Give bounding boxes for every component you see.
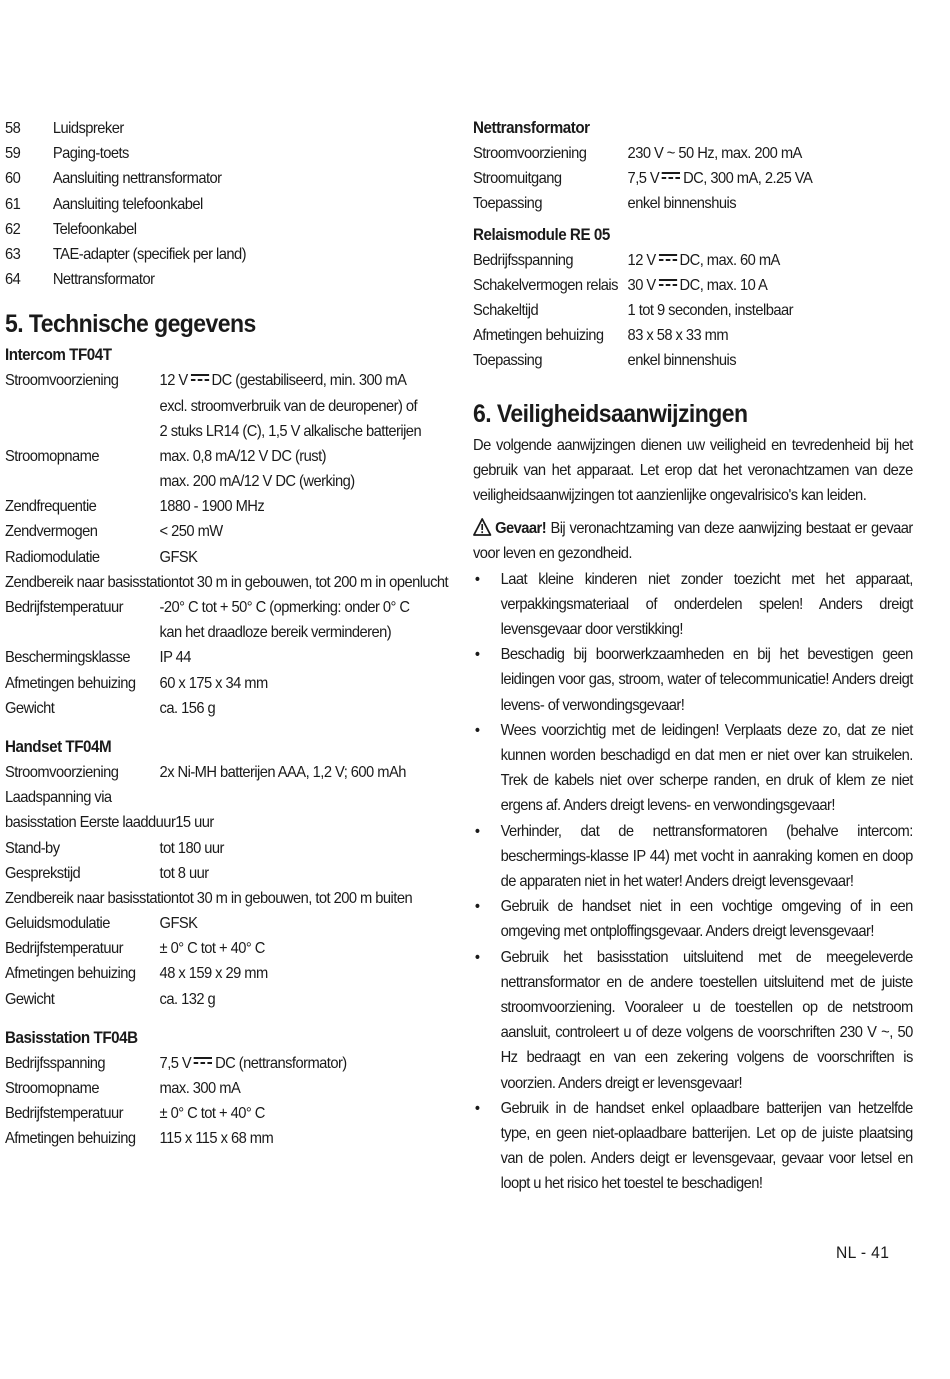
spec-value: 230 V ~ 50 Hz, max. 200 mA bbox=[627, 145, 802, 162]
spec-key: Stroomvoorziening bbox=[5, 372, 119, 390]
spec-key: Stroomvoorziening bbox=[5, 763, 119, 781]
safety-bullet-item bbox=[473, 567, 913, 643]
parts-list-item bbox=[5, 242, 414, 267]
spec-value: GFSK bbox=[159, 548, 198, 566]
spec-key: Stroomvoorziening bbox=[473, 145, 587, 162]
parts-list-label: Paging-toets bbox=[52, 145, 129, 163]
spec-value bbox=[160, 785, 415, 810]
spec-key: Laadspanning via bbox=[5, 789, 112, 807]
bullet-text: Beschadig bij boorwerkzaamheden en bij het bevestigen geen leidingen voor gas, stroom, water of telecommunicatie! Anders dreigt levens- of verwondingsgevaar! bbox=[500, 646, 913, 714]
dc-symbol-icon bbox=[658, 278, 676, 288]
spec-row bbox=[5, 444, 414, 469]
page-number: NL - 41 bbox=[836, 1243, 890, 1262]
spec-key: Toepassing bbox=[473, 352, 542, 370]
spec-value: ± 0° C tot + 40° C bbox=[159, 940, 265, 958]
intercom-spec-table bbox=[5, 368, 450, 721]
safety-bullet-item bbox=[473, 718, 913, 819]
parts-list-item bbox=[5, 267, 414, 292]
spec-value: max. 0,8 mA/12 V DC (rust) bbox=[159, 447, 326, 465]
spec-value: 7,5 V DC, 300 mA, 2.25 VA bbox=[627, 170, 813, 188]
bullet-text: Gebruik in de handset enkel oplaadbare batterijen van hetzelfde type, en geen niet-oplaadbare batterijen. Let op de juiste plaatsing van de polen. Anders deigt er levensgevaar, gevaar voor letsel en loopt u het risico het toestel te beschadigen! bbox=[500, 1099, 913, 1193]
parts-list-label: Nettransformator bbox=[52, 271, 155, 289]
safety-intro: De volgende aanwijzingen dienen uw veiligheid en tevredenheid bij het gebruik van het apparaat. Let erop dat het veronachtzamen van deze veiligheidsaanwijzingen tot aanzienlijke ongevalrisico's kan leiden. bbox=[473, 436, 913, 504]
spec-row bbox=[5, 469, 414, 494]
spec-row bbox=[5, 394, 418, 419]
spec-row bbox=[5, 1101, 414, 1126]
spec-row bbox=[473, 166, 878, 191]
spec-key bbox=[5, 419, 160, 444]
bullet-dot-icon: • bbox=[474, 1099, 480, 1117]
parts-list-label: Aansluiting nettransformator bbox=[52, 170, 222, 188]
spec-value: enkel binnenshuis bbox=[627, 352, 737, 370]
bullet-text: Wees voorzichtig met de leidingen! Verplaats deze zo, dat ze niet kunnen worden beschadigd en dat men er niet over kan struikelen. Trek de kabels niet over scherpe randen, en druk of klem ze niet ergens af. Anders dreigt levens- en verwondingsgevaar! bbox=[500, 721, 913, 815]
spec-row bbox=[5, 810, 414, 835]
dc-symbol-icon bbox=[658, 253, 676, 263]
spec-row bbox=[5, 519, 414, 544]
spec-value: excl. stroomverbruik van de deuropener) of bbox=[159, 397, 418, 415]
spec-row bbox=[5, 936, 414, 961]
parts-list-item bbox=[5, 116, 414, 141]
bullet-text: Verhinder, dat de nettransformatoren (behalve intercom: beschermings-klasse IP 44) met vocht in aanraking komen en doop de apparaten niet in het water! Anders dreigt levensgevaar! bbox=[500, 822, 913, 890]
spec-row bbox=[473, 191, 878, 216]
spec-value: 7,5 V DC (nettransformator) bbox=[159, 1054, 347, 1072]
spec-key: Geluidsmodulatie bbox=[5, 915, 110, 933]
spec-value: GFSK bbox=[159, 915, 198, 933]
spec-value: ca. 156 g bbox=[159, 699, 216, 717]
safety-bullet-item bbox=[473, 1096, 913, 1197]
danger-text: Bij veronachtzaming van deze aanwijzing bestaat er gevaar voor leven en gezondheid. bbox=[473, 520, 913, 563]
parts-list-item bbox=[5, 192, 414, 217]
spec-row bbox=[5, 1126, 414, 1151]
spec-row bbox=[473, 141, 878, 166]
spec-value: IP 44 bbox=[159, 649, 191, 667]
safety-bullet-item bbox=[473, 945, 913, 1096]
parts-list-number: 59 bbox=[5, 145, 21, 163]
spec-key: Stroomopname bbox=[5, 1080, 100, 1097]
dc-symbol-icon bbox=[190, 373, 208, 383]
spec-row bbox=[5, 419, 422, 444]
spec-value: 1 tot 9 seconden, instelbaar bbox=[627, 301, 793, 319]
spec-row bbox=[473, 348, 878, 373]
spec-key bbox=[5, 394, 160, 419]
spec-value: ± 0° C tot + 40° C bbox=[159, 1105, 265, 1123]
spec-key: Zendfrequentie bbox=[5, 498, 97, 516]
parts-list-number: 58 bbox=[5, 120, 21, 137]
spec-row bbox=[5, 1076, 414, 1101]
spec-key: Zendbereik naar basisstation bbox=[5, 889, 179, 907]
spec-row bbox=[473, 248, 878, 273]
spec-key bbox=[5, 620, 160, 645]
spec-key: Afmetingen behuizing bbox=[5, 674, 136, 692]
relais-spec-table bbox=[473, 248, 913, 374]
bullet-text: Gebruik de handset niet in een vochtige omgeving of in een omgeving met ontploffingsgevaar. Anders dreigt levensgevaar! bbox=[500, 898, 913, 941]
spec-value: max. 300 mA bbox=[159, 1080, 241, 1097]
spec-row bbox=[5, 645, 414, 670]
spec-row bbox=[5, 961, 414, 986]
nettransformator-title: Nettransformator bbox=[473, 119, 590, 137]
parts-list-item bbox=[5, 141, 414, 166]
parts-list-number: 64 bbox=[5, 271, 21, 289]
safety-bullet-item bbox=[473, 642, 913, 718]
bullet-text: Gebruik het basisstation uitsluitend met de meegeleverde nettransformator en de andere toestellen uitsluitend met de juiste stroomvoorziening. Vooraleer u de toestellen op de netstroom aansluit, controleert u of deze volgens de voorschriften 230 V ~, 50 Hz bedraagt en van een zekering volgens de voorschriften is voorzien. Anders dreigt er levensgevaar! bbox=[500, 948, 913, 1092]
parts-list-number: 61 bbox=[5, 195, 21, 213]
spec-key: Beschermingsklasse bbox=[5, 649, 131, 667]
dc-symbol-icon bbox=[662, 171, 680, 181]
spec-value: enkel binnenshuis bbox=[627, 195, 737, 213]
spec-row bbox=[473, 298, 878, 323]
spec-key: Bedrijfstemperatuur bbox=[5, 940, 123, 958]
spec-row bbox=[5, 861, 414, 886]
spec-value: 83 x 58 x 33 mm bbox=[627, 327, 729, 345]
safety-bullet-list bbox=[473, 567, 913, 1197]
spec-value: 12 V DC (gestabiliseerd, min. 300 mA bbox=[159, 372, 407, 390]
spec-value: < 250 mW bbox=[159, 523, 223, 541]
spec-key: Gesprekstijd bbox=[5, 864, 81, 882]
spec-key: basisstation Eerste laadduur bbox=[5, 814, 176, 832]
spec-value: 115 x 115 x 68 mm bbox=[159, 1130, 274, 1148]
spec-key: Bedrijfstemperatuur bbox=[5, 599, 123, 616]
bullet-dot-icon: • bbox=[474, 822, 480, 840]
right-column bbox=[473, 116, 913, 1197]
spec-key: Zendbereik naar basisstation bbox=[5, 573, 179, 591]
bullet-text: Laat kleine kinderen niet zonder toezicht met het apparaat, verpakkingsmateriaal of onderdelen spelen! Anders dreigt levensgevaar door verstikking! bbox=[500, 570, 913, 638]
numbered-parts-list bbox=[5, 116, 450, 292]
spec-value: kan het draadloze bereik verminderen) bbox=[159, 624, 392, 642]
bullet-dot-icon: • bbox=[474, 721, 480, 739]
spec-value: tot 8 uur bbox=[159, 864, 209, 882]
parts-list-number: 60 bbox=[5, 170, 21, 188]
left-column bbox=[5, 116, 450, 1152]
spec-value: tot 30 m in gebouwen, tot 200 m buiten bbox=[178, 889, 413, 907]
section-6-title: 6. Veiligheidsaanwijzingen bbox=[473, 399, 748, 428]
danger-warning bbox=[473, 516, 913, 566]
spec-key: Bedrijfstemperatuur bbox=[5, 1105, 123, 1123]
spec-value: tot 180 uur bbox=[159, 839, 224, 857]
spec-row bbox=[5, 595, 414, 620]
spec-value: 2 stuks LR14 (C), 1,5 V alkalische batterijen bbox=[159, 422, 422, 440]
spec-key: Stand-by bbox=[5, 839, 60, 857]
spec-key: Zendvermogen bbox=[5, 523, 98, 541]
bullet-dot-icon: • bbox=[474, 570, 480, 588]
spec-row bbox=[5, 785, 414, 810]
bullet-dot-icon: • bbox=[474, 898, 480, 916]
spec-row bbox=[5, 671, 414, 696]
parts-list-number: 63 bbox=[5, 245, 21, 263]
spec-row bbox=[5, 760, 414, 785]
spec-key: Schakelvermogen relais bbox=[473, 276, 618, 294]
spec-row bbox=[5, 1051, 414, 1076]
danger-label: Gevaar! bbox=[495, 520, 547, 538]
handset-title: Handset TF04M bbox=[5, 737, 112, 756]
spec-value: -20° C tot + 50° C (opmerking: onder 0° C bbox=[159, 599, 410, 616]
spec-value: 15 uur bbox=[175, 814, 214, 832]
spec-row bbox=[5, 886, 414, 911]
spec-key: Schakeltijd bbox=[473, 301, 539, 319]
spec-row bbox=[5, 836, 414, 861]
spec-key: Gewicht bbox=[5, 990, 55, 1008]
nettransformator-spec-table bbox=[473, 141, 913, 217]
spec-value: 12 V DC, max. 60 mA bbox=[627, 251, 780, 269]
spec-key: Stroomuitgang bbox=[473, 170, 562, 188]
spec-key: Afmetingen behuizing bbox=[5, 965, 136, 983]
parts-list-item bbox=[5, 217, 414, 242]
safety-bullet-item bbox=[473, 894, 913, 944]
spec-row bbox=[5, 545, 414, 570]
spec-value: tot 30 m in gebouwen, tot 200 m in openlucht bbox=[178, 573, 449, 591]
spec-key: Afmetingen behuizing bbox=[5, 1130, 136, 1148]
spec-value: 30 V DC, max. 10 A bbox=[627, 276, 768, 294]
bullet-dot-icon: • bbox=[474, 948, 480, 966]
bullet-dot-icon: • bbox=[474, 646, 480, 664]
spec-key: Afmetingen behuizing bbox=[473, 327, 604, 345]
spec-key: Bedrijfsspanning bbox=[473, 251, 574, 269]
spec-row bbox=[473, 273, 878, 298]
spec-value: ca. 132 g bbox=[159, 990, 216, 1008]
parts-list-label: Luidspreker bbox=[52, 120, 124, 137]
spec-row bbox=[5, 987, 414, 1012]
spec-row bbox=[5, 368, 414, 393]
safety-bullet-item bbox=[473, 819, 913, 895]
spec-value: 2x Ni-MH batterijen AAA, 1,2 V; 600 mAh bbox=[159, 763, 406, 781]
spec-value: 1880 - 1900 MHz bbox=[159, 498, 265, 516]
spec-value: max. 200 mA/12 V DC (werking) bbox=[159, 473, 355, 491]
relais-title: Relaismodule RE 05 bbox=[473, 225, 610, 244]
spec-key: Radiomodulatie bbox=[5, 548, 100, 566]
spec-row bbox=[5, 911, 414, 936]
spec-row bbox=[5, 620, 414, 645]
spec-key bbox=[5, 469, 160, 494]
spec-row bbox=[473, 323, 878, 348]
parts-list-item bbox=[5, 166, 414, 191]
parts-list-label: Telefoonkabel bbox=[52, 220, 137, 238]
spec-row bbox=[5, 494, 414, 519]
base-spec-table bbox=[5, 1051, 450, 1152]
spec-key: Stroomopname bbox=[5, 447, 100, 465]
spec-value: 48 x 159 x 29 mm bbox=[159, 965, 268, 983]
spec-row bbox=[5, 570, 449, 595]
warning-triangle-icon bbox=[473, 518, 491, 536]
parts-list-label: TAE-adapter (specifiek per land) bbox=[52, 245, 246, 263]
spec-row bbox=[5, 696, 414, 721]
spec-key: Toepassing bbox=[473, 195, 542, 213]
spec-key: Gewicht bbox=[5, 699, 55, 717]
handset-spec-table bbox=[5, 760, 450, 1012]
spec-value: 60 x 175 x 34 mm bbox=[159, 674, 268, 692]
base-title: Basisstation TF04B bbox=[5, 1028, 138, 1047]
parts-list-label: Aansluiting telefoonkabel bbox=[52, 195, 203, 213]
section-5-title: 5. Technische gegevens bbox=[5, 310, 256, 339]
dc-symbol-icon bbox=[194, 1056, 212, 1066]
spec-key: Bedrijfsspanning bbox=[5, 1054, 106, 1072]
parts-list-number: 62 bbox=[5, 220, 21, 238]
intercom-title: Intercom TF04T bbox=[5, 346, 112, 365]
